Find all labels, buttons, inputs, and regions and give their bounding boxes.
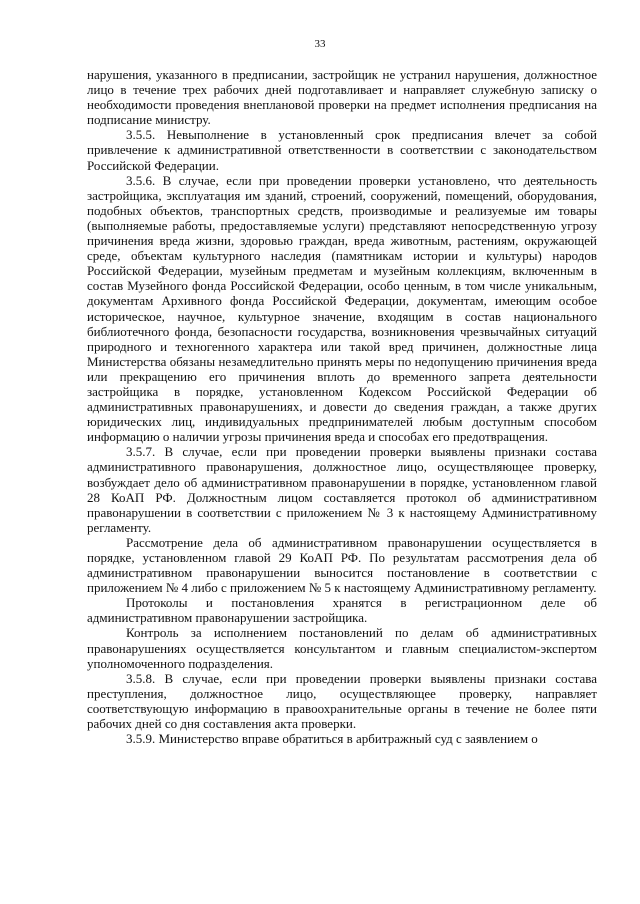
paragraph-3-5-7: 3.5.7. В случае, если при проведении проверки выявлены признаки состава административного правонарушения, должностное лицо, осуществляющее проверку, возбуждает дело об административном правонарушении в порядке, установленном главой 28 КоАП РФ. Должностным лицом составляется протокол об административном правонарушении в соответствии с приложением № 3 к настоящему Административному регламенту.: [87, 444, 597, 535]
paragraph-3-5-9: 3.5.9. Министерство вправе обратиться в арбитражный суд с заявлением о: [126, 731, 538, 747]
paragraph-protocols-storage: Протоколы и постановления хранятся в регистрационном деле об административном правонарушении застройщика.: [87, 595, 597, 626]
paragraph-continuation: нарушения, указанного в предписании, застройщик не устранил нарушения, должностное лицо в течение трех рабочих дней подготавливает и направляет служебную записку о необходимости проведения внеплановой проверки на предмет исполнения предписания на подписание министру.: [87, 67, 597, 128]
paragraph-3-5-5: 3.5.5. Невыполнение в установленный срок предписания влечет за собой привлечение к административной ответственности в соответствии с законодательством Российской Федерации.: [87, 127, 597, 173]
paragraph-3-5-8: 3.5.8. В случае, если при проведении проверки выявлены признаки состава преступления, должностное лицо, осуществляющее проверку, направляет соответствующую информацию в правоохранительные органы в течение не более пяти рабочих дней со дня составления акта проверки.: [87, 670, 597, 732]
paragraph-3-5-6: 3.5.6. В случае, если при проведении проверки установлено, что деятельность застройщика, эксплуатация им зданий, строений, сооружений, помещений, оборудования, подобных объектов, транспортных средств, производимые и реализуемые им товары (выполняемые работы, предоставляемые услуги) представляют непосредственную угрозу причинения вреда жизни, здоровью граждан, вреда животным, растениям, окружающей среде, объектам культурного наследия (памятникам истории и культуры) народов Российской Федерации, музейным предметам и музейным коллекциям, включенным в состав Музейного фонда Российской Федерации, особо ценным, в том числе уникальным, документам Архивного фонда Российской Федерации, документам, имеющим особое историческое, научное, культурное значение, входящим в состав национального библиотечного фонда, безопасности государства, возникновения чрезвычайных ситуаций природного и техногенного характера или такой вред причинен, должностные лица Министерства обязаны незамедлительно принять меры по недопущению причинения вреда или прекращению его причинения вплоть до временного запрета деятельности застройщика в порядке, установленном Кодексом Российской Федерации об административных правонарушениях, и довести до сведения граждан, а также других юридических лиц, индивидуальных предпринимателей любым доступным способом информацию о наличии угрозы причинения вреда и способах его предотвращения.: [87, 172, 597, 445]
paragraph-case-review: Рассмотрение дела об административном правонарушении осуществляется в порядке, установленном главой 29 КоАП РФ. По результатам рассмотрения дела об административном правонарушении выносится постановление в соответствии с приложением № 4 либо с приложением № 5 к настоящему Административному регламенту.: [87, 534, 597, 596]
paragraph-execution-control: Контроль за исполнением постановлений по делам об административных правонарушениях осуществляется консультантом и главным специалистом-экспертом уполномоченного подразделения.: [87, 625, 597, 671]
document-body: [87, 67, 597, 746]
page-number: 33: [314, 38, 326, 50]
